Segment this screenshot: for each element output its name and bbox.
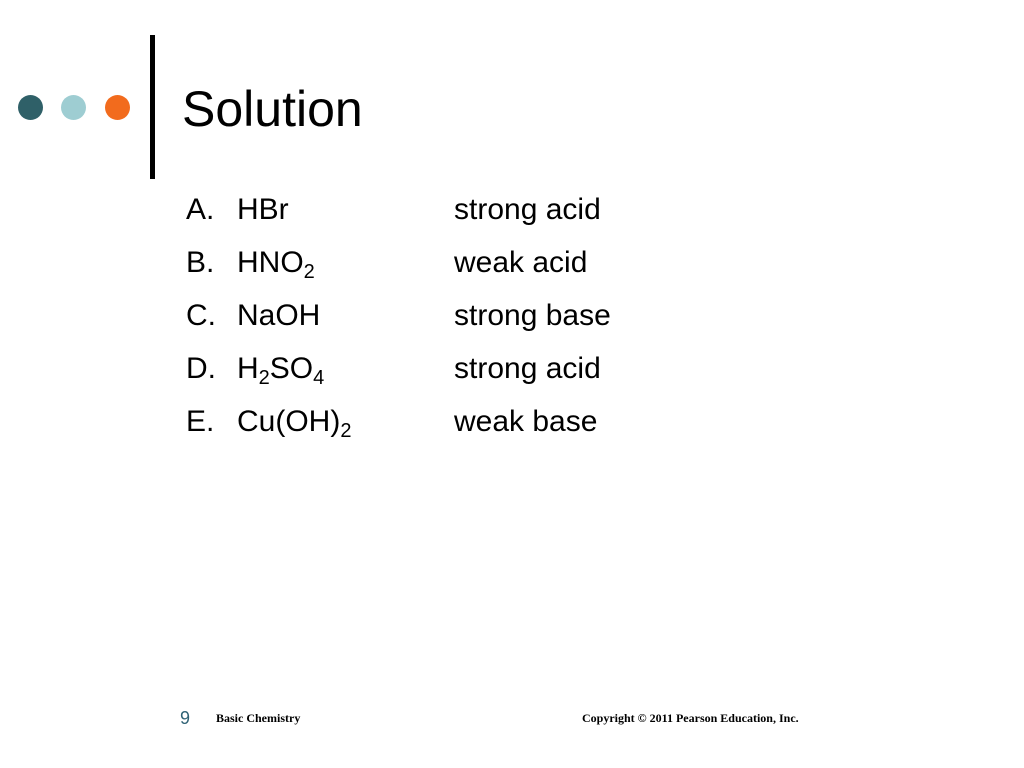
answer-classification: weak acid [454, 246, 588, 279]
answer-classification: strong acid [454, 352, 601, 385]
chemical-formula [237, 349, 324, 389]
formula-subscript: 4 [313, 367, 325, 389]
chemical-formula [237, 296, 320, 336]
answer-classification: strong base [454, 299, 611, 332]
title-divider [150, 35, 155, 179]
footer-course-title: Basic Chemistry [216, 711, 301, 725]
formula-subscript: 2 [340, 420, 352, 442]
chemical-formula [237, 190, 289, 230]
answer-letter: C. [186, 299, 216, 332]
answer-letter: B. [186, 246, 215, 279]
answer-classification: strong acid [454, 193, 601, 226]
formula-text: HNO [237, 246, 304, 279]
page-number: 9 [180, 708, 191, 728]
formula-text: Cu(OH) [237, 405, 341, 438]
formula-subscript: 2 [258, 367, 270, 389]
footer-copyright: Copyright © 2011 Pearson Education, Inc. [582, 711, 799, 725]
formula-subscript: 2 [303, 261, 315, 283]
light-blue-dot [61, 95, 86, 120]
chemical-formula [237, 402, 351, 442]
formula-text: NaOH [237, 299, 321, 332]
formula-text: H [237, 352, 259, 385]
answer-classification: weak base [454, 405, 598, 438]
chemical-formula [237, 243, 315, 283]
answer-letter: E. [186, 405, 215, 438]
formula-text: HBr [237, 193, 289, 226]
orange-dot [105, 95, 130, 120]
answer-letter: A. [186, 193, 215, 226]
dark-teal-dot [18, 95, 43, 120]
slide-title: Solution [182, 81, 363, 137]
answer-letter: D. [186, 352, 216, 385]
formula-text: SO [269, 352, 314, 385]
